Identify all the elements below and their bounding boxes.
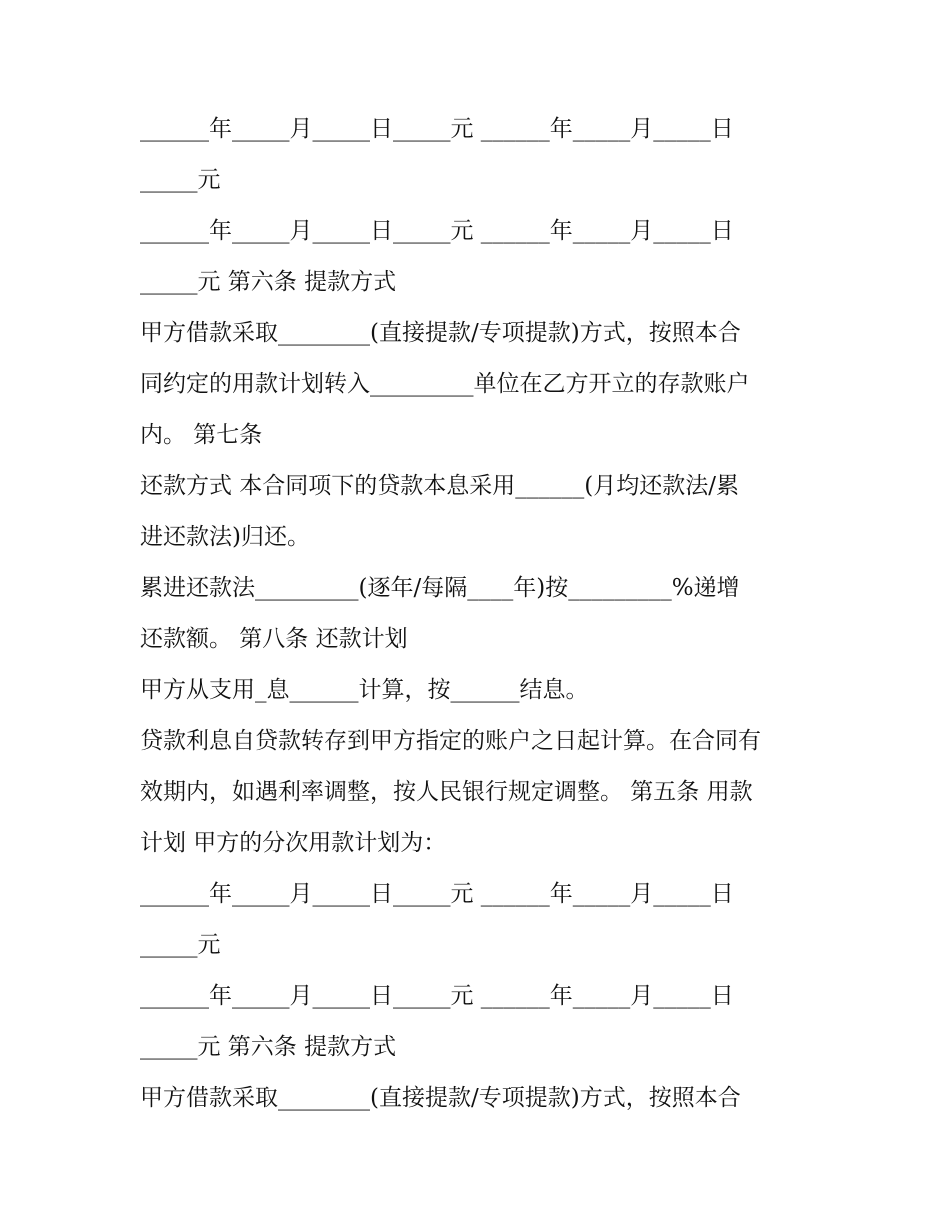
text-line: 甲方从支用_息______计算，按______结息。 — [140, 677, 589, 703]
text-line: 效期内，如遇利率调整，按人民银行规定调整。 第五条 用款 — [140, 779, 753, 805]
text-line: ______年_____月_____日_____元 ______年_____月_____日 — [140, 881, 734, 907]
text-line: 计划 甲方的分次用款计划为： — [140, 830, 447, 856]
text-line: 贷款利息自贷款转存到甲方指定的账户之日起计算。在合同有 — [140, 728, 761, 754]
text-line: _____元 — [140, 167, 221, 193]
text-line: 甲方借款采取________(直接提款/专项提款)方式，按照本合 — [140, 320, 741, 346]
text-line: 内。 第七条 — [140, 422, 263, 448]
text-line: _____元 — [140, 932, 221, 958]
text-line: 还款方式 本合同项下的贷款本息采用______(月均还款法/累 — [140, 473, 740, 499]
text-line: _____元 第六条 提款方式 — [140, 1034, 397, 1060]
text-line: 进还款法)归还。 — [140, 524, 310, 550]
text-line: 甲方借款采取________(直接提款/专项提款)方式，按照本合 — [140, 1085, 741, 1111]
text-line: ______年_____月_____日_____元 ______年_____月_____日 — [140, 983, 734, 1009]
text-line: _____元 第六条 提款方式 — [140, 269, 397, 295]
text-line: 还款额。 第八条 还款计划 — [140, 626, 408, 652]
text-line: ______年_____月_____日_____元 ______年_____月_____日 — [140, 116, 734, 142]
text-line: 累进还款法_________(逐年/每隔____年)按_________%递增 — [140, 575, 740, 601]
document-body — [140, 104, 820, 1124]
text-line: 同约定的用款计划转入_________单位在乙方开立的存款账户 — [140, 371, 750, 397]
text-line: ______年_____月_____日_____元 ______年_____月_____日 — [140, 218, 734, 244]
